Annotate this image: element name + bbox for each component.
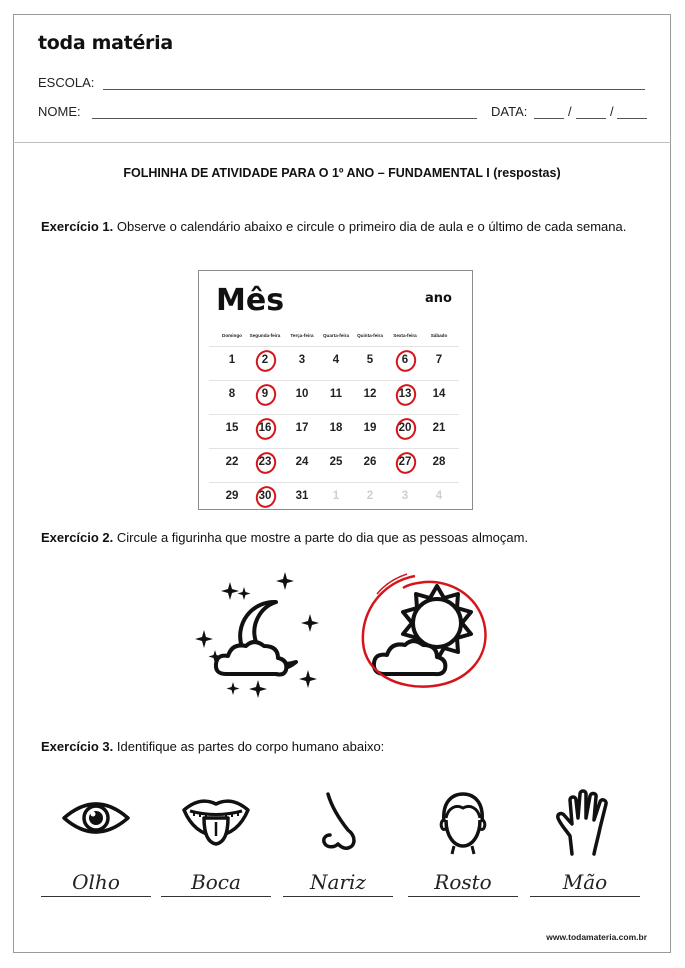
calendar-day[interactable]: 7 bbox=[435, 354, 443, 366]
calendar-day[interactable]: 24 bbox=[295, 456, 309, 468]
calendar-day[interactable]: 1 bbox=[228, 354, 236, 366]
exercise-instruction: Identifique as partes do corpo humano abaixo: bbox=[113, 739, 385, 754]
day-circle bbox=[254, 450, 279, 476]
calendar-day[interactable]: 30 bbox=[258, 490, 272, 502]
calendar-day[interactable]: 31 bbox=[295, 490, 309, 502]
weekday-header: Domingo bbox=[222, 333, 242, 338]
calendar-day[interactable]: 23 bbox=[258, 456, 272, 468]
date-month-line[interactable] bbox=[576, 118, 606, 119]
answer-line[interactable] bbox=[530, 896, 640, 897]
calendar-day[interactable]: 29 bbox=[225, 490, 239, 502]
calendar-day[interactable]: 11 bbox=[329, 388, 343, 400]
day-circle bbox=[394, 416, 419, 442]
exercise-1-text bbox=[41, 218, 645, 235]
calendar-day[interactable]: 22 bbox=[225, 456, 239, 468]
calendar-day[interactable]: 12 bbox=[363, 388, 377, 400]
calendar-day[interactable]: 8 bbox=[228, 388, 236, 400]
calendar-day[interactable]: 4 bbox=[332, 354, 340, 366]
weekday-header: Segunda-feira bbox=[249, 333, 281, 338]
day-circle bbox=[394, 382, 419, 408]
answer-text: Boca bbox=[191, 870, 241, 894]
name-line[interactable] bbox=[92, 118, 477, 119]
date-separator: / bbox=[610, 104, 614, 119]
calendar-day[interactable]: 16 bbox=[258, 422, 272, 434]
calendar-day[interactable]: 13 bbox=[398, 388, 412, 400]
answer-line[interactable] bbox=[161, 896, 271, 897]
calendar-day[interactable]: 19 bbox=[363, 422, 377, 434]
exercise-label: Exercício 2. bbox=[41, 530, 114, 545]
eye-icon bbox=[60, 796, 132, 840]
calendar-day[interactable]: 15 bbox=[225, 422, 239, 434]
sun-day-icon[interactable] bbox=[355, 570, 495, 695]
calendar-day[interactable]: 17 bbox=[295, 422, 309, 434]
date-year-line[interactable] bbox=[617, 118, 647, 119]
day-circle bbox=[254, 382, 279, 408]
answer-line[interactable] bbox=[41, 896, 151, 897]
day-circle bbox=[254, 484, 279, 510]
weekday-header: Sábado bbox=[430, 333, 448, 338]
calendar-day[interactable]: 14 bbox=[432, 388, 446, 400]
exercise-label: Exercício 3. bbox=[41, 739, 114, 754]
day-circle bbox=[394, 450, 419, 476]
date-day-line[interactable] bbox=[534, 118, 564, 119]
nose-icon bbox=[310, 790, 366, 854]
date-label: DATA: bbox=[491, 104, 528, 119]
day-circle bbox=[394, 348, 419, 374]
answer-text: Mão bbox=[562, 870, 608, 894]
calendar-day[interactable]: 28 bbox=[432, 456, 446, 468]
answer-line[interactable] bbox=[283, 896, 393, 897]
calendar-day[interactable]: 1 bbox=[332, 490, 340, 502]
calendar-month: Mês bbox=[216, 283, 285, 318]
school-label: ESCOLA: bbox=[38, 75, 95, 90]
calendar-day[interactable]: 6 bbox=[401, 354, 409, 366]
hand-icon bbox=[554, 788, 616, 858]
calendar-day[interactable]: 20 bbox=[398, 422, 412, 434]
name-label: NOME: bbox=[38, 104, 81, 119]
moon-night-icon[interactable] bbox=[190, 570, 325, 710]
answer-line[interactable] bbox=[408, 896, 518, 897]
answer-text: Olho bbox=[72, 870, 120, 894]
date-separator: / bbox=[568, 104, 572, 119]
answer-text: Rosto bbox=[434, 870, 492, 894]
face-icon bbox=[432, 790, 494, 856]
calendar-year: ano bbox=[425, 291, 452, 306]
day-circle bbox=[254, 348, 279, 374]
calendar-day[interactable]: 10 bbox=[295, 388, 309, 400]
calendar-day[interactable]: 26 bbox=[363, 456, 377, 468]
weekday-header: Quinta-feira bbox=[357, 333, 383, 338]
website-footer: www.todamateria.com.br bbox=[546, 932, 647, 942]
calendar-day[interactable]: 9 bbox=[261, 388, 269, 400]
weekday-header: Quarta-feira bbox=[322, 333, 350, 338]
exercise-3-text bbox=[41, 738, 645, 755]
weekday-header: Sexta-feira bbox=[393, 333, 417, 338]
calendar-day[interactable]: 4 bbox=[435, 490, 443, 502]
day-circle bbox=[254, 416, 279, 442]
calendar-day[interactable]: 2 bbox=[366, 490, 374, 502]
calendar-day[interactable]: 2 bbox=[261, 354, 269, 366]
mouth-icon bbox=[180, 794, 252, 850]
calendar-circles bbox=[199, 271, 474, 511]
header-divider bbox=[13, 142, 671, 143]
brand-logo: toda matéria bbox=[38, 32, 173, 54]
exercise-instruction: Circule a figurinha que mostre a parte do dia que as pessoas almoçam. bbox=[113, 530, 529, 545]
school-line[interactable] bbox=[103, 89, 645, 90]
calendar-day[interactable]: 27 bbox=[398, 456, 412, 468]
calendar-day[interactable]: 18 bbox=[329, 422, 343, 434]
calendar-day[interactable]: 5 bbox=[366, 354, 374, 366]
exercise-instruction: Observe o calendário abaixo e circule o primeiro dia de aula e o último de cada semana. bbox=[113, 219, 627, 234]
exercise-2-text bbox=[41, 529, 645, 546]
calendar-day[interactable]: 21 bbox=[432, 422, 446, 434]
weekday-header: Terça-feira bbox=[290, 333, 314, 338]
page-title: FOLHINHA DE ATIVIDADE PARA O 1º ANO – FUNDAMENTAL I (respostas) bbox=[123, 166, 561, 180]
answer-text: Nariz bbox=[310, 870, 366, 894]
exercise-label: Exercício 1. bbox=[41, 219, 114, 234]
calendar-day[interactable]: 3 bbox=[401, 490, 409, 502]
calendar-day[interactable]: 25 bbox=[329, 456, 343, 468]
calendar-day[interactable]: 3 bbox=[298, 354, 306, 366]
calendar bbox=[198, 270, 473, 510]
